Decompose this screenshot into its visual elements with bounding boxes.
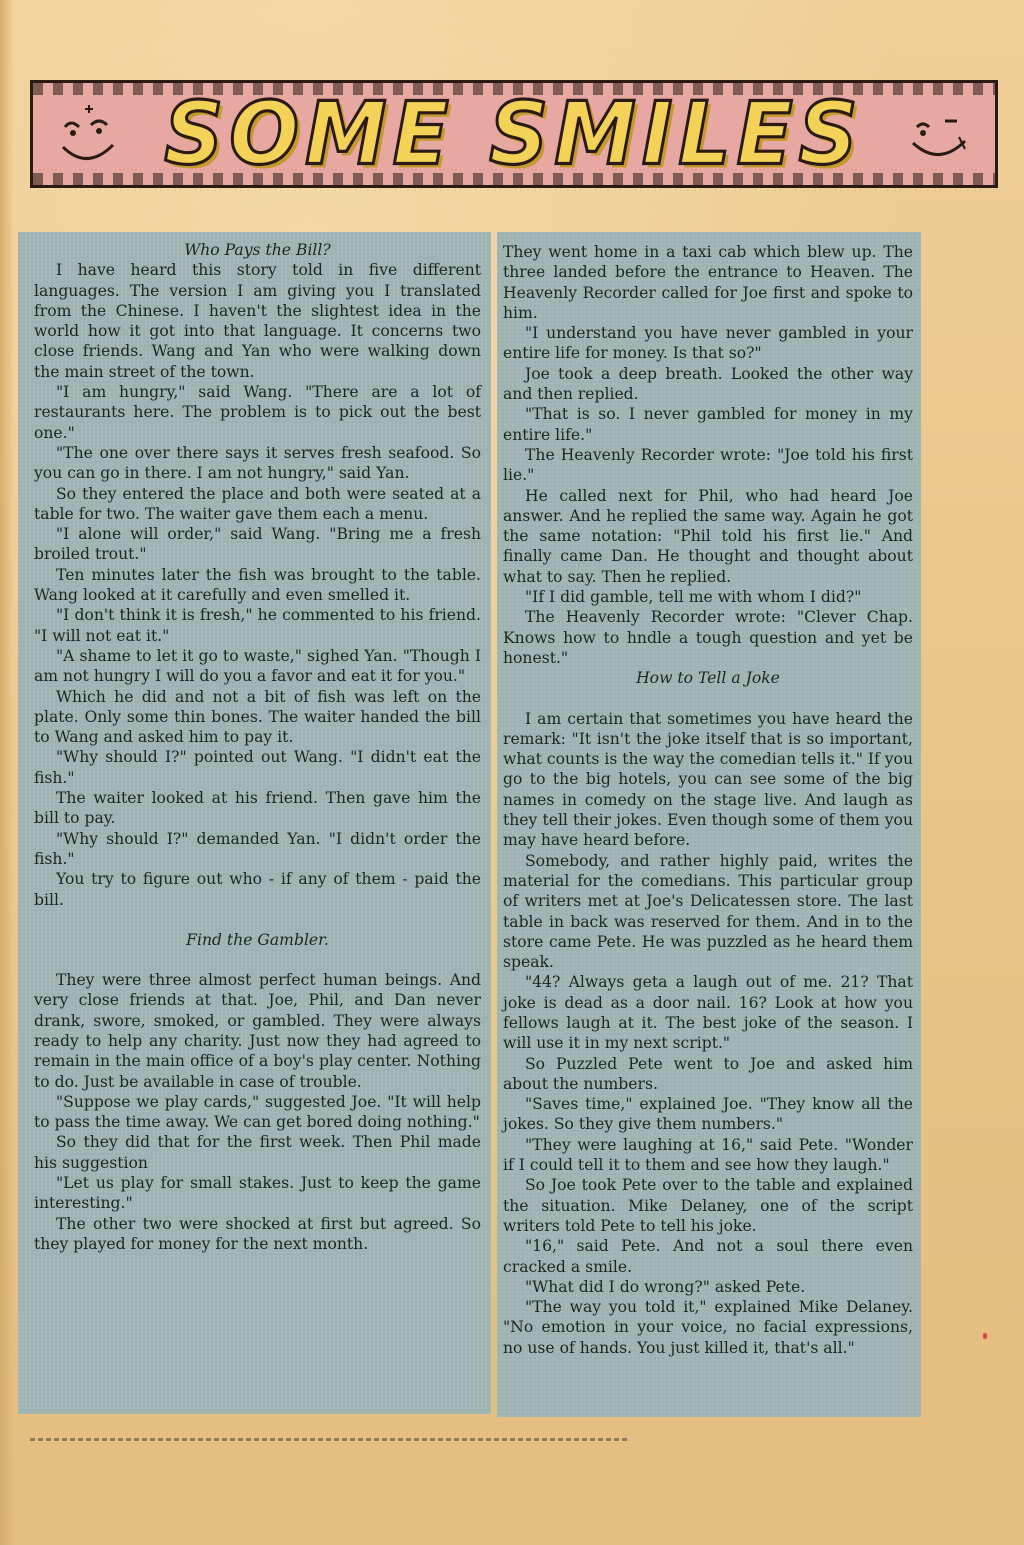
section-heading: Who Pays the Bill? (184, 241, 331, 259)
section-heading: How to Tell a Joke (636, 669, 780, 688)
story-paragraph: The waiter looked at his friend. Then gave him the bill to pay. (34, 789, 481, 828)
section-spacer (503, 689, 913, 709)
bottom-rule (30, 1438, 630, 1441)
story-paragraph: "That is so. I never gambled for money in my entire life." (503, 405, 913, 444)
banner-title: SOME SMILES (164, 84, 864, 184)
story-paragraph: The Heavenly Recorder wrote: "Clever Chap. Knows how to hndle a tough question and yet be honest." (503, 608, 913, 667)
section-heading: Find the Gambler. (186, 930, 329, 949)
story-paragraph: I am certain that sometimes you have heard the remark: "It isn't the joke itself that is so important, what counts is the way the comedian tells it." If you go to the big hotels, you can see some of the big names in comedy on the stage live. And laugh as they tell their jokes. Even though some of them you may have heard before. (503, 709, 913, 850)
story-paragraph: "Suppose we play cards," suggested Joe. "It will help to pass the time away. We can get bored doing nothing." (34, 1092, 481, 1132)
smiling-face-icon (51, 97, 129, 175)
story-paragraph: They were three almost perfect human beings. And very close friends at that. Joe, Phil, and Dan never drank, swore, smoked, or gambled. They were always ready to help any charity. Just now they had agreed to remain in the main office of a boy's play center. Nothing to do. Just be available in case of trouble. (34, 971, 481, 1091)
page-gutter (0, 0, 14, 1545)
story-paragraph: So Puzzled Pete went to Joe and asked him about the numbers. (503, 1054, 913, 1093)
story-paragraph: "What did I do wrong?" asked Pete. (525, 1277, 806, 1296)
story-paragraph: I have heard this story told in five different languages. The version I am giving you I translated from the Chinese. I haven't the slightest idea in the world how it got into that language. It concerns two close friends. Wang and Yan who were walking down the main street of the town. (34, 261, 481, 381)
story-paragraph: "Saves time," explained Joe. "They know all the jokes. So they give them numbers." (503, 1095, 913, 1134)
story-paragraph: "A shame to let it go to waste," sighed Yan. "Though I am not hungry I will do you a favor and eat it for you." (34, 646, 481, 686)
story-paragraph: They went home in a taxi cab which blew up. The three landed before the entrance to Heaven. The Heavenly Recorder called for Joe first and spoke to him. (503, 243, 913, 322)
story-paragraph: So they entered the place and both were seated at a table for two. The waiter gave them each a menu. (34, 484, 481, 523)
story-paragraph: He called next for Phil, who had heard Joe answer. And he replied the same way. Again he got the same notation: "Phil told his first lie." And finally came Dan. He thought and thought about what to say. Then he replied. (503, 486, 913, 586)
story-paragraph: So they did that for the first week. Then Phil made his suggestion (34, 1133, 481, 1172)
right-column (497, 232, 921, 1417)
story-paragraph: Joe took a deep breath. Looked the other way and then replied. (503, 364, 913, 404)
story-paragraph: "If I did gamble, tell me with whom I did?" (525, 588, 862, 607)
left-column (18, 232, 491, 1414)
story-paragraph: Ten minutes later the fish was brought to the table. Wang looked at it carefully and even smelled it. (34, 565, 481, 605)
story-paragraph: "Let us play for small stakes. Just to keep the game interesting." (34, 1174, 481, 1213)
story-paragraph: The other two were shocked at first but agreed. So they played for money for the next month. (34, 1214, 481, 1253)
print-fleck (983, 1333, 987, 1339)
section-spacer (34, 910, 481, 930)
story-paragraph: "They were laughing at 16," said Pete. "Wonder if I could tell it to them and see how they laugh." (503, 1135, 913, 1175)
story-paragraph: "16," said Pete. And not a soul there even cracked a smile. (503, 1237, 913, 1276)
story-paragraph: "I don't think it is fresh," he commented to his friend. "I will not eat it." (34, 606, 481, 645)
story-paragraph: "44? Always geta a laugh out of me. 21? That joke is dead as a door nail. 16? Look at how you fellows laugh at it. The best joke of the season. I will use it in my next script." (503, 973, 913, 1053)
winking-face-icon (899, 97, 977, 175)
section-spacer (34, 950, 481, 970)
story-paragraph: "I am hungry," said Wang. "There are a lot of restaurants here. The problem is to pick out the best one." (34, 383, 481, 442)
story-paragraph: Somebody, and rather highly paid, writes the material for the comedians. This particular group of writers met at Joe's Delicatessen store. The last table in back was reserved for them. And in to the store came Pete. He was puzzled as he heard them speak. (503, 851, 913, 972)
story-paragraph: You try to figure out who - if any of them - paid the bill. (34, 870, 481, 909)
story-paragraph: "Why should I?" demanded Yan. "I didn't order the fish." (34, 829, 481, 868)
story-paragraph: Which he did and not a bit of fish was left on the plate. Only some thin bones. The waiter handed the bill to Wang and asked him to pay it. (34, 687, 481, 747)
story-paragraph: So Joe took Pete over to the table and explained the situation. Mike Delaney, one of the script writers told Pete to tell his joke. (503, 1176, 913, 1235)
title-banner (30, 80, 998, 188)
story-paragraph: "The one over there says it serves fresh seafood. So you can go in there. I am not hungry," said Yan. (34, 443, 481, 483)
story-paragraph: "Why should I?" pointed out Wang. "I didn't eat the fish." (34, 748, 481, 787)
story-paragraph: "I alone will order," said Wang. "Bring me a fresh broiled trout." (34, 525, 481, 564)
story-paragraph: "The way you told it," explained Mike Delaney. "No emotion in your voice, no facial expressions, no use of hands. You just killed it, that's all." (503, 1298, 913, 1357)
story-paragraph: The Heavenly Recorder wrote: "Joe told his first lie." (503, 445, 913, 485)
story-paragraph: "I understand you have never gambled in your entire life for money. Is that so?" (503, 324, 913, 363)
